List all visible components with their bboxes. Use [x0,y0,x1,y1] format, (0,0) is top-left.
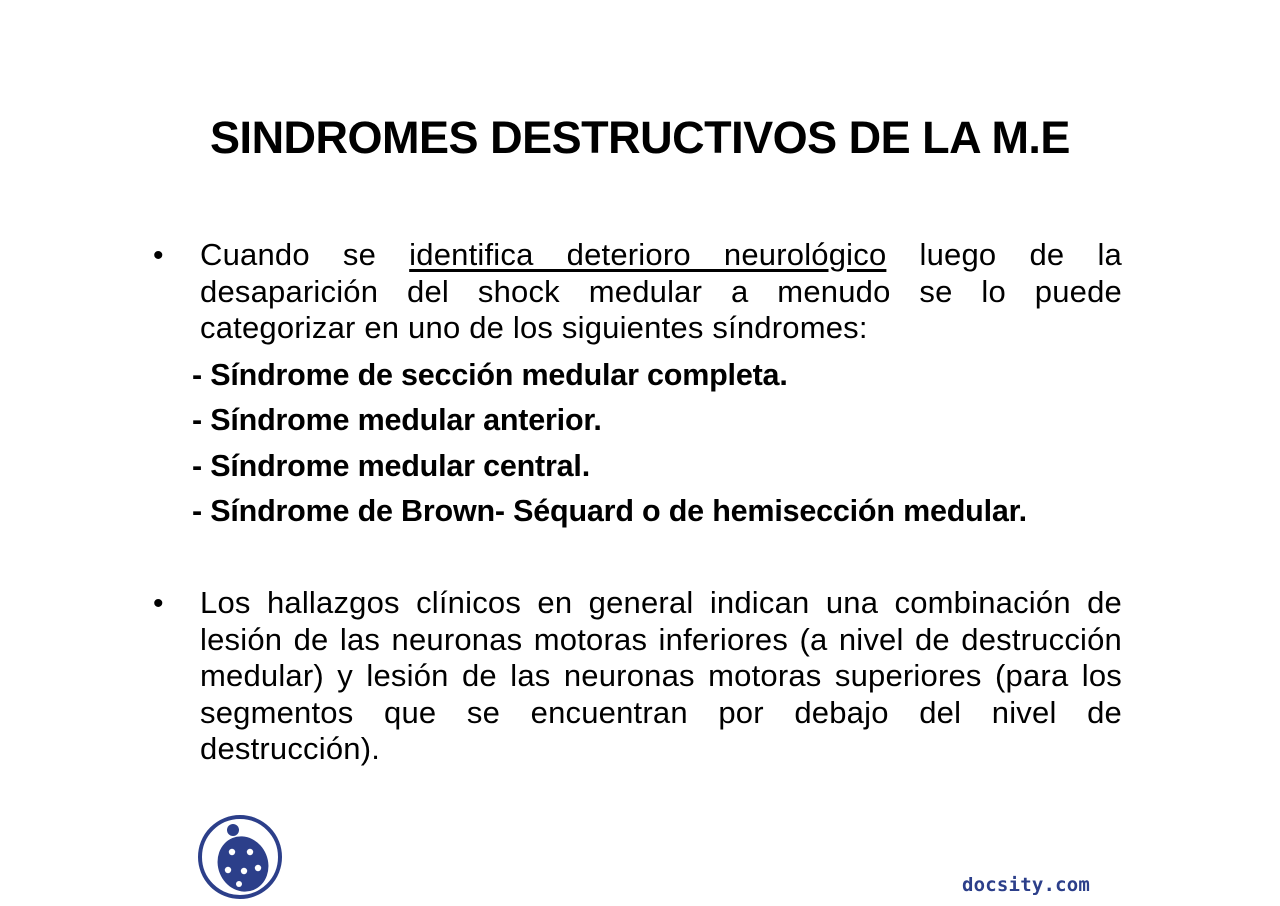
brand-text[interactable]: docsity.com [962,874,1091,896]
bullet-1-text-end: luego de la desaparición del shock medular a menudo se lo puede categorizar en uno de los siguientes síndromes: [200,237,1122,345]
bullet-paragraph-1 [200,237,1122,347]
underlined-phrase: identifica deterioro neurológico [409,237,887,272]
syndrome-item: - Síndrome medular anterior. [192,403,602,437]
syndrome-item: - Síndrome de sección medular completa. [192,358,788,392]
syndrome-item: - Síndrome medular central. [192,449,590,483]
docsity-ladybug-icon [197,813,285,901]
bullet-1-text-start: Cuando se [200,237,410,272]
bullet-marker: • [153,239,164,272]
bullet-marker: • [153,587,164,620]
slide-title: SINDROMES DESTRUCTIVOS DE LA M.E [210,112,1070,163]
bullet-paragraph-2: Los hallazgos clínicos en general indican una combinación de lesión de las neuronas motoras inferiores (a nivel de destrucción medular) y lesión de las neuronas motoras superiores (para los segmentos que se encuentran por debajo del nivel de destrucción). [200,585,1122,766]
syndrome-item: - Síndrome de Brown- Séquard o de hemisección medular. [192,494,1027,528]
